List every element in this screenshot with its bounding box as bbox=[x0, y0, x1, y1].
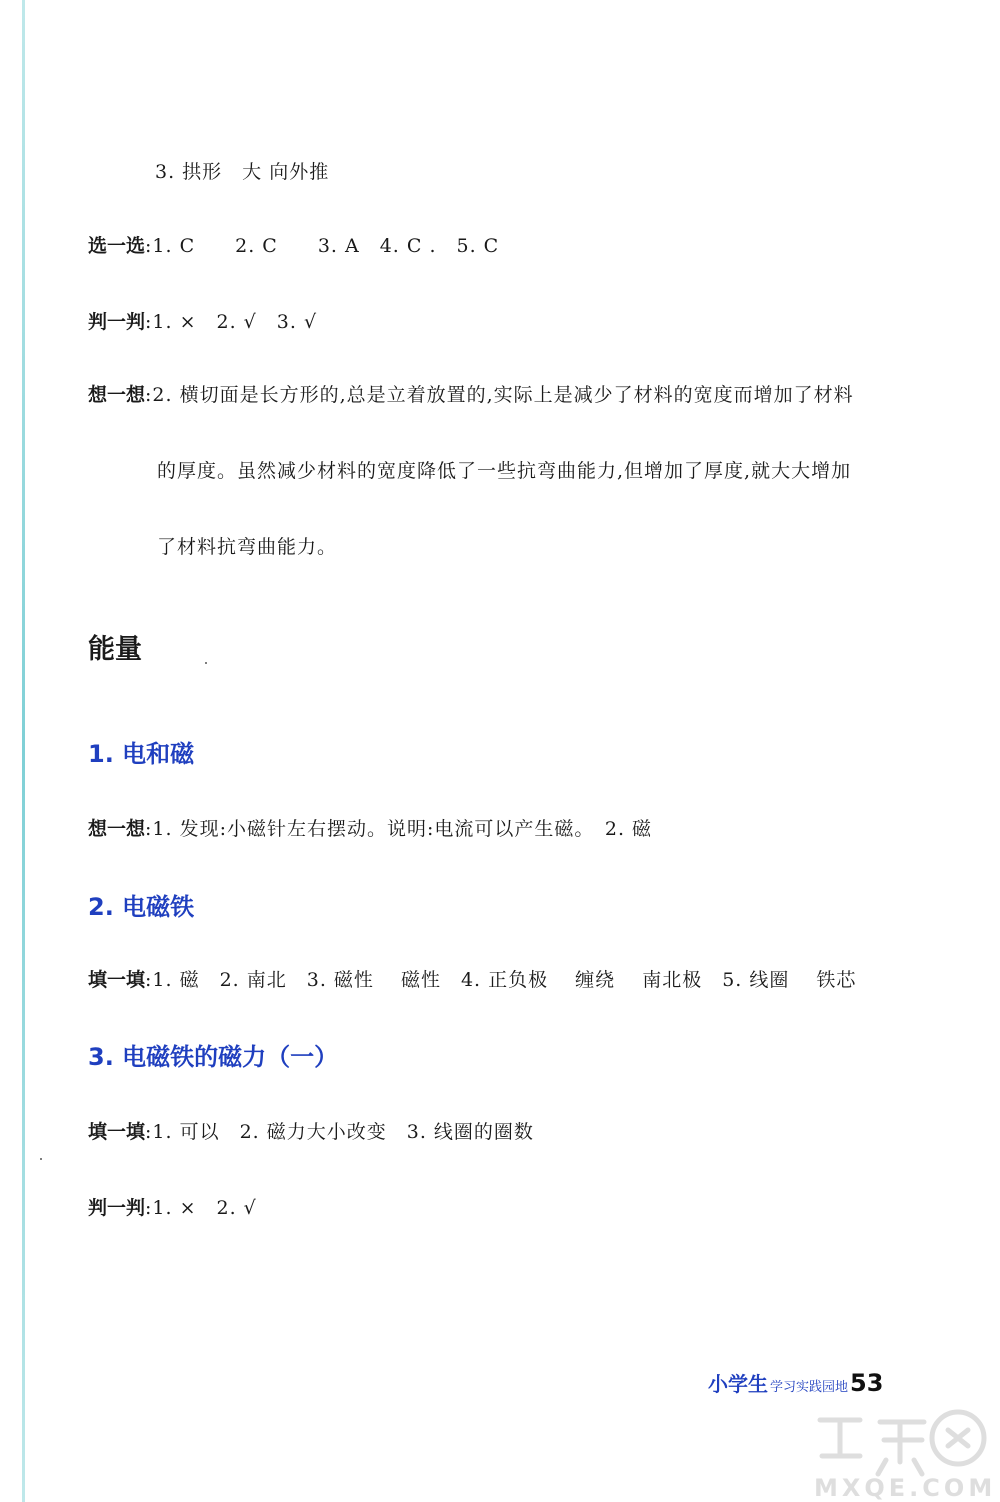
label-choose: 选一选 bbox=[88, 235, 146, 257]
answer-line-s3-judge bbox=[88, 1196, 257, 1220]
answer-line-arch: 3. 拱形 大 向外推 bbox=[155, 161, 330, 183]
subsection-title-electromagnet: 2. 电磁铁 bbox=[88, 893, 195, 921]
label-s3-judge: 判一判 bbox=[88, 1197, 146, 1219]
answers-think: :2. 横切面是长方形的,总是立着放置的,实际上是减少了材料的宽度而增加了材料 bbox=[145, 384, 854, 406]
footer-brand: 小学生 bbox=[708, 1372, 768, 1396]
watermark-logo-icon bbox=[800, 1400, 1000, 1502]
answer-line-think-cont-1: 的厚度。虽然减少材料的宽度降低了一些抗弯曲能力,但增加了厚度,就大大增加 bbox=[157, 460, 852, 482]
subsection-title-electricity-magnetism: 1. 电和磁 bbox=[88, 740, 195, 768]
subsection-title-electromagnet-force: 3. 电磁铁的磁力（一） bbox=[88, 1043, 339, 1071]
answers-judge: :1. × 2. √ 3. √ bbox=[145, 311, 318, 333]
answer-line-s3-fill bbox=[88, 1120, 534, 1144]
site-watermark bbox=[800, 1400, 1000, 1502]
answer-line-think bbox=[88, 383, 854, 407]
answer-line-s1-think bbox=[88, 817, 652, 841]
footer-tagline: 学习实践园地 bbox=[770, 1380, 849, 1395]
answers-choose: :1. C 2. C 3. A 4. C . 5. C bbox=[145, 235, 500, 257]
answer-line-think-cont-2: 了材料抗弯曲能力。 bbox=[157, 536, 338, 558]
answer-line-s2-fill bbox=[88, 968, 856, 992]
label-think: 想一想 bbox=[88, 384, 146, 406]
label-s2-fill: 填一填 bbox=[88, 969, 146, 991]
label-judge: 判一判 bbox=[88, 311, 146, 333]
watermark-text: MXQE.COM bbox=[814, 1474, 997, 1502]
page-binding-line bbox=[22, 0, 25, 1502]
page-number: 53 bbox=[850, 1369, 884, 1397]
answer-line-choose bbox=[88, 234, 499, 258]
answers-s3-judge: :1. × 2. √ bbox=[145, 1197, 257, 1219]
answers-s2-fill: :1. 磁 2. 南北 3. 磁性 磁性 4. 正负极 缠绕 南北极 5. 线圈 铁芯 bbox=[145, 969, 857, 991]
label-s1-think: 想一想 bbox=[88, 818, 146, 840]
scan-speck bbox=[205, 662, 207, 664]
page-footer bbox=[708, 1368, 883, 1397]
answers-s1-think: :1. 发现:小磁针左右摆动。说明:电流可以产生磁。 2. 磁 bbox=[145, 818, 653, 840]
scan-speck bbox=[40, 1158, 42, 1160]
answer-line-judge bbox=[88, 310, 317, 334]
section-title-energy: 能量 bbox=[88, 634, 142, 665]
answers-s3-fill: :1. 可以 2. 磁力大小改变 3. 线圈的圈数 bbox=[145, 1121, 534, 1143]
label-s3-fill: 填一填 bbox=[88, 1121, 146, 1143]
